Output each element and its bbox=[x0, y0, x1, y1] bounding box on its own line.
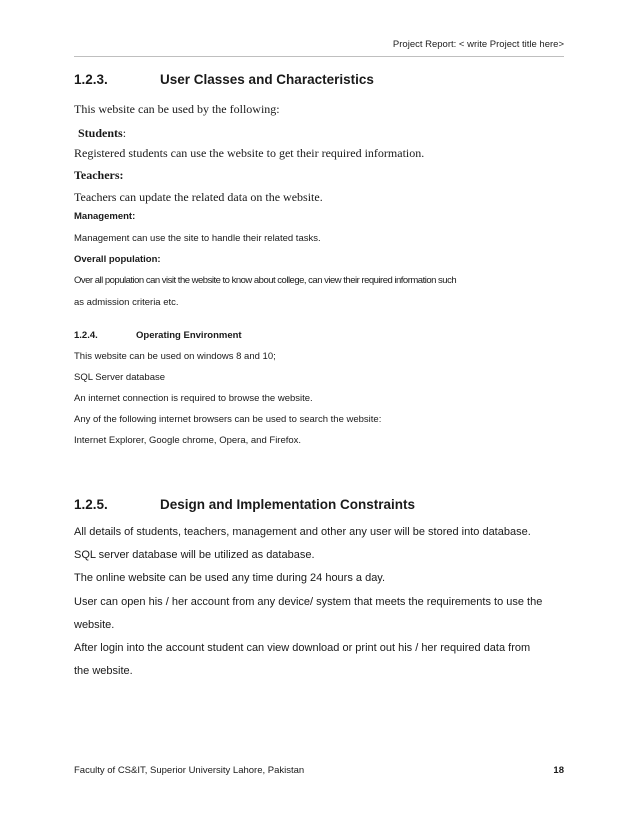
students-label-line bbox=[78, 124, 126, 142]
constraints-line: the website. bbox=[74, 665, 133, 677]
teachers-label: Teachers: bbox=[74, 168, 124, 182]
header-divider bbox=[74, 56, 564, 57]
overall-population-text-line-1: Over all population can visit the website to know about college, can view their required information such bbox=[74, 275, 457, 286]
heading-1-2-3-title: User Classes and Characteristics bbox=[160, 72, 374, 87]
teachers-text: Teachers can update the related data on the website. bbox=[74, 190, 323, 204]
heading-1-2-5 bbox=[74, 497, 415, 512]
students-text: Registered students can use the website to get their required information. bbox=[74, 146, 425, 160]
heading-1-2-3-number: 1.2.3. bbox=[74, 72, 108, 87]
operating-env-line: An internet connection is required to browse the website. bbox=[74, 393, 313, 404]
constraints-line: User can open his / her account from any device/ system that meets the requirements to use the bbox=[74, 596, 543, 608]
overall-population-text-line-2: as admission criteria etc. bbox=[74, 297, 179, 308]
heading-1-2-4-number: 1.2.4. bbox=[74, 330, 98, 341]
operating-env-line: Any of the following internet browsers can be used to search the website: bbox=[74, 414, 382, 425]
page-number: 18 bbox=[553, 765, 564, 776]
heading-1-2-4-title: Operating Environment bbox=[136, 330, 242, 341]
heading-1-2-3 bbox=[74, 72, 374, 87]
heading-1-2-4 bbox=[74, 330, 242, 341]
students-label: Students bbox=[78, 126, 123, 140]
overall-population-label: Overall population: bbox=[74, 254, 161, 265]
management-text: Management can use the site to handle their related tasks. bbox=[74, 233, 321, 244]
footer-institution: Faculty of CS&IT, Superior University Lahore, Pakistan bbox=[74, 765, 305, 776]
management-label: Management: bbox=[74, 211, 136, 222]
constraints-line: The online website can be used any time during 24 hours a day. bbox=[74, 572, 386, 584]
operating-env-line: SQL Server database bbox=[74, 372, 166, 383]
heading-1-2-5-number: 1.2.5. bbox=[74, 497, 108, 512]
students-colon: : bbox=[122, 126, 127, 140]
operating-env-line: Internet Explorer, Google chrome, Opera, and Firefox. bbox=[74, 435, 302, 446]
constraints-line: website. bbox=[74, 619, 115, 631]
user-classes-intro: This website can be used by the following: bbox=[74, 102, 280, 116]
constraints-line: All details of students, teachers, management and other any user will be stored into database. bbox=[74, 526, 531, 538]
operating-env-line: This website can be used on windows 8 and 10; bbox=[74, 351, 276, 362]
running-header: Project Report: < write Project title here> bbox=[392, 39, 564, 50]
constraints-line: SQL server database will be utilized as database. bbox=[74, 549, 315, 561]
constraints-line: After login into the account student can view download or print out his / her required data from bbox=[74, 642, 531, 654]
heading-1-2-5-title: Design and Implementation Constraints bbox=[160, 497, 416, 512]
